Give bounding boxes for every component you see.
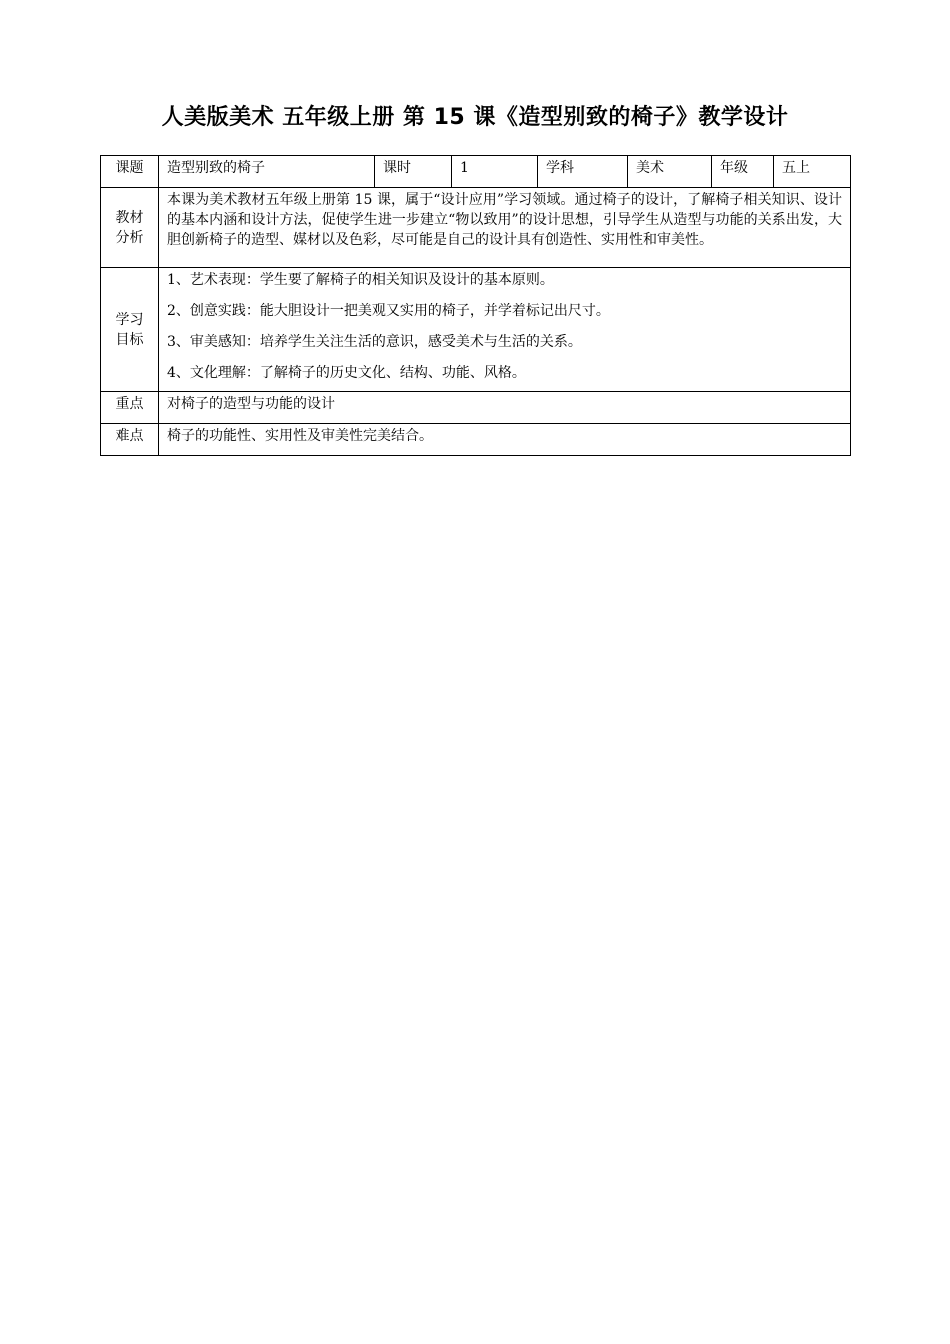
- key-point-label: 重点: [101, 392, 159, 424]
- objectives-row: [101, 268, 851, 392]
- subject-label: 学科: [538, 156, 628, 188]
- objectives-label-line2: 目标: [115, 331, 144, 348]
- objective-item: 1、艺术表现：学生要了解椅子的相关知识及设计的基本原则。: [167, 272, 554, 288]
- objectives-label: [101, 268, 159, 392]
- hours-value: 1: [452, 156, 538, 188]
- difficulty-row: [101, 424, 851, 456]
- header-row: [101, 156, 851, 188]
- key-point-row: [101, 392, 851, 424]
- grade-value: 五上: [774, 156, 851, 188]
- analysis-text: 本课为美术教材五年级上册第 15 课，属于“设计应用”学习领域。通过椅子的设计，了解椅子相关知识、设计的基本内涵和设计方法，促使学生进一步建立“物以致用”的设计思想，引导学生从造型与功能的关系出发，大胆创新椅子的造型、媒材以及色彩，尽可能是自己的设计具有创造性、实用性和审美性。: [159, 188, 851, 268]
- analysis-label-line2: 分析: [115, 229, 144, 246]
- difficulty-label: 难点: [101, 424, 159, 456]
- analysis-label: [101, 188, 159, 268]
- hours-label: 课时: [375, 156, 452, 188]
- topic-label: 课题: [101, 156, 159, 188]
- lesson-plan-table: [100, 155, 851, 456]
- document-title: 人美版美术 五年级上册 第 15 课《造型别致的椅子》教学设计: [161, 105, 789, 130]
- grade-label: 年级: [712, 156, 774, 188]
- objective-item: 3、审美感知：培养学生关注生活的意识，感受美术与生活的关系。: [167, 334, 582, 350]
- difficulty-text: 椅子的功能性、实用性及审美性完美结合。: [159, 424, 851, 456]
- subject-value: 美术: [628, 156, 712, 188]
- key-point-text: 对椅子的造型与功能的设计: [159, 392, 851, 424]
- analysis-row: [101, 188, 851, 268]
- objective-item: 2、创意实践：能大胆设计一把美观又实用的椅子，并学着标记出尺寸。: [167, 303, 610, 319]
- objective-item: 4、文化理解：了解椅子的历史文化、结构、功能、风格。: [167, 365, 526, 381]
- topic-value: 造型别致的椅子: [159, 156, 375, 188]
- objectives-label-line1: 学习: [115, 311, 144, 328]
- analysis-label-line1: 教材: [115, 209, 144, 226]
- objectives-list: [159, 268, 851, 392]
